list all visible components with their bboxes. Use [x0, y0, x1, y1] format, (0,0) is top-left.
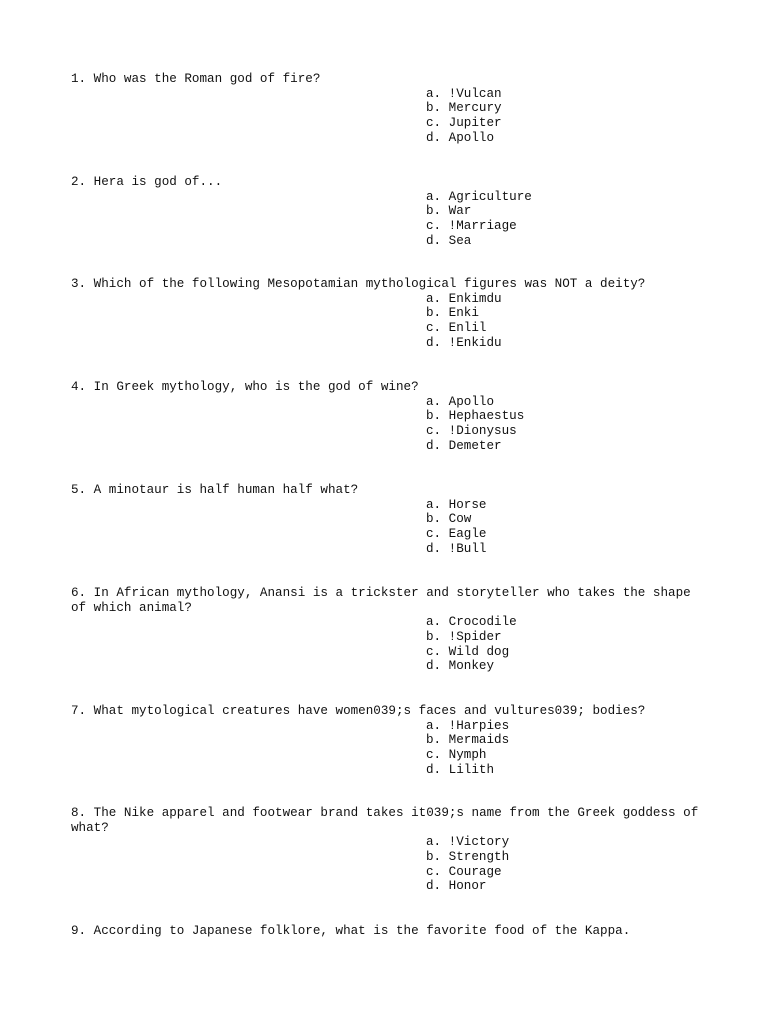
question-text: 1. Who was the Roman god of fire? — [71, 72, 321, 86]
answer-options — [426, 498, 701, 557]
question-text: 5. A minotaur is half human half what? — [71, 483, 359, 497]
answer-options — [426, 292, 701, 351]
answer-option: c. !Dionysus — [426, 424, 517, 439]
answer-option: d. !Bull — [426, 541, 487, 556]
answer-options — [426, 190, 701, 249]
answer-option: b. Strength — [426, 850, 510, 865]
answer-option: a. !Vulcan — [426, 86, 502, 101]
question-5 — [71, 483, 701, 556]
answer-option: b. Mercury — [426, 101, 502, 116]
question-1 — [71, 72, 701, 145]
answer-option: d. Monkey — [426, 659, 495, 674]
answer-option: c. Enlil — [426, 321, 487, 336]
answer-option: d. Demeter — [426, 438, 502, 453]
answer-option: d. !Enkidu — [426, 335, 502, 350]
answer-option: a. Crocodile — [426, 615, 517, 630]
answer-option: b. !Spider — [426, 630, 502, 645]
answer-option: c. Wild dog — [426, 644, 510, 659]
answer-option: c. Nymph — [426, 748, 487, 763]
question-4 — [71, 380, 701, 453]
answer-option: c. Courage — [426, 864, 502, 879]
question-text: 9. According to Japanese folklore, what is the favorite food of the Kappa. — [71, 924, 631, 938]
question-7 — [71, 704, 701, 777]
answer-option: a. !Victory — [426, 835, 510, 850]
question-9 — [71, 924, 701, 939]
question-3 — [71, 277, 701, 350]
answer-option: a. Apollo — [426, 394, 495, 409]
question-text: 6. In African mythology, Anansi is a trickster and storyteller who takes the shape of which animal? — [71, 586, 699, 615]
answer-option: d. Honor — [426, 879, 487, 894]
answer-option: b. Cow — [426, 512, 472, 527]
question-text: 4. In Greek mythology, who is the god of wine? — [71, 380, 419, 394]
answer-option: d. Apollo — [426, 130, 495, 145]
answer-option: b. Enki — [426, 306, 479, 321]
answer-option: a. Enkimdu — [426, 291, 502, 306]
answer-option: c. !Marriage — [426, 219, 517, 234]
answer-option: b. Hephaestus — [426, 409, 525, 424]
answer-option: c. Jupiter — [426, 116, 502, 131]
question-text: 3. Which of the following Mesopotamian mythological figures was NOT a deity? — [71, 277, 646, 291]
answer-option: b. Mermaids — [426, 733, 510, 748]
answer-option: d. Lilith — [426, 762, 495, 777]
answer-options — [426, 395, 701, 454]
answer-option: b. War — [426, 204, 472, 219]
answer-options — [426, 87, 701, 146]
question-text: 7. What mytological creatures have women039;s faces and vultures039; bodies? — [71, 704, 646, 718]
answer-options — [426, 719, 701, 778]
question-text: 2. Hera is god of... — [71, 175, 223, 189]
question-8 — [71, 806, 706, 894]
answer-option: c. Eagle — [426, 527, 487, 542]
answer-options — [426, 835, 701, 894]
answer-option: d. Sea — [426, 233, 472, 248]
answer-option: a. Horse — [426, 497, 487, 512]
answer-options — [426, 615, 701, 674]
question-text: 8. The Nike apparel and footwear brand takes it039;s name from the Greek goddess of what? — [71, 806, 706, 835]
question-6 — [71, 586, 701, 674]
question-2 — [71, 175, 701, 248]
answer-option: a. Agriculture — [426, 189, 532, 204]
answer-option: a. !Harpies — [426, 718, 510, 733]
